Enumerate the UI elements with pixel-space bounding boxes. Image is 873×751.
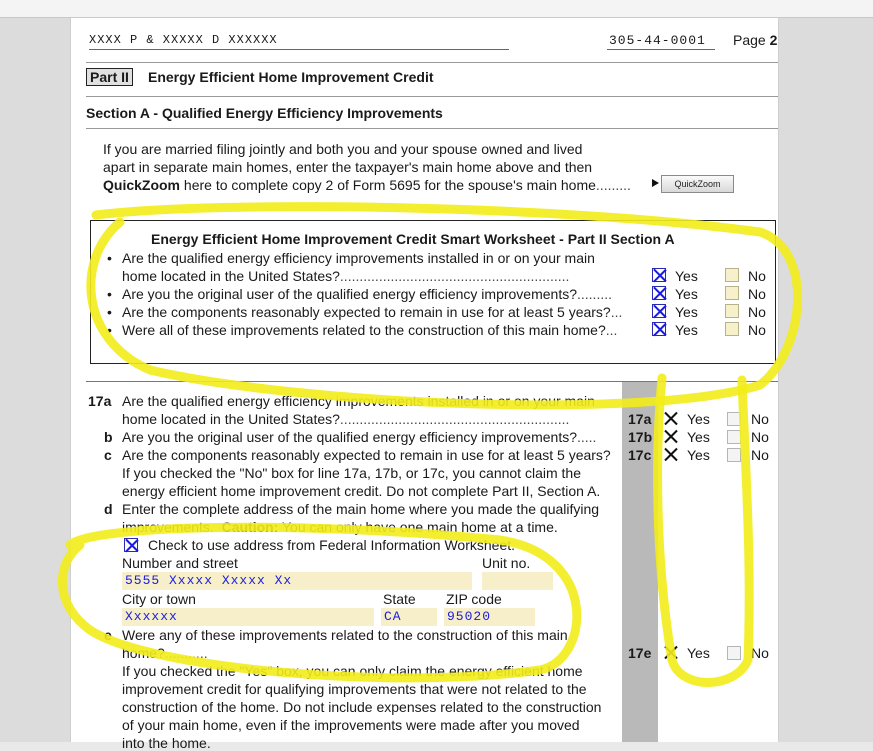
worksheet-q1-yes-checkbox[interactable] — [652, 268, 666, 282]
leader-dots: ......... — [595, 177, 631, 193]
line-17a-yes-checkbox[interactable] — [664, 412, 678, 426]
leader-dots: ... — [605, 322, 618, 338]
ssn-underline — [607, 49, 715, 50]
worksheet-q1-no-checkbox[interactable] — [725, 268, 739, 282]
state-value: CA — [384, 609, 402, 624]
use-address-label: Check to use address from Federal Information Worksheet. — [148, 537, 516, 553]
yes-label: Yes — [687, 411, 710, 427]
worksheet-q2-yes-checkbox[interactable] — [652, 286, 666, 300]
city-value: Xxxxxx — [125, 609, 178, 624]
no-label: No — [748, 322, 766, 338]
worksheet-q3-no-checkbox[interactable] — [725, 304, 739, 318]
note-17e-line2: improvement credit for qualifying improvements that were not related to the — [122, 681, 587, 697]
no-label: No — [751, 645, 769, 661]
street-field[interactable] — [122, 572, 472, 590]
note-17e-line5: into the home. — [122, 735, 211, 751]
form-page — [70, 18, 779, 751]
divider — [86, 62, 778, 63]
divider — [86, 381, 778, 382]
city-field[interactable] — [122, 608, 374, 626]
line-17b-ref: 17b — [628, 429, 653, 445]
worksheet-q4-yes-checkbox[interactable] — [652, 322, 666, 336]
line-17b-text: Are you the original user of the qualified energy efficiency improvements? — [122, 429, 577, 445]
page-label: Page — [733, 32, 766, 48]
line-17a-no-checkbox[interactable] — [727, 412, 741, 426]
yes-label: Yes — [675, 268, 698, 284]
bullet-icon: • — [107, 286, 112, 302]
quickzoom-keyword: QuickZoom — [103, 177, 181, 193]
use-address-checkbox[interactable] — [124, 538, 138, 552]
worksheet-q2 — [122, 286, 612, 302]
worksheet-q4-text: Were all of these improvements related to the construction of this main home? — [122, 322, 606, 338]
line-17a-text-line2 — [122, 411, 569, 427]
line-17b-number: b — [104, 429, 113, 445]
worksheet-q2-no-checkbox[interactable] — [725, 286, 739, 300]
unit-label: Unit no. — [482, 555, 531, 571]
line-17a-text-line1: Are the qualified energy efficiency improvements installed in or on your main — [122, 393, 595, 409]
line-17a-ref: 17a — [628, 411, 652, 427]
right-gutter — [779, 18, 873, 742]
quickzoom-button[interactable]: QuickZoom — [661, 175, 734, 193]
city-label: City or town — [122, 591, 196, 607]
page-indicator — [733, 32, 777, 48]
part-title: Energy Efficient Home Improvement Credit — [148, 69, 434, 85]
worksheet-q3-yes-checkbox[interactable] — [652, 304, 666, 318]
worksheet-q3 — [122, 304, 622, 320]
worksheet-q2-text: Are you the original user of the qualified energy efficiency improvements? — [122, 286, 577, 302]
leader-dots: ........................................................... — [339, 268, 570, 284]
no-label: No — [748, 268, 766, 284]
line-17e-text-line1: Were any of these improvements related to the construction of this main — [122, 627, 568, 643]
section-title: Section A - Qualified Energy Efficiency Improvements — [86, 105, 443, 121]
unit-field[interactable] — [482, 572, 553, 590]
page-number: 2 — [769, 32, 778, 48]
line-17e-number: e — [104, 627, 112, 643]
line-17c-ref: 17c — [628, 447, 652, 463]
worksheet-q1-text: home located in the United States? — [122, 268, 340, 284]
line-17b — [122, 429, 596, 445]
no-label: No — [751, 411, 769, 427]
line-17e-text: home? — [122, 645, 165, 661]
line-17e-no-checkbox[interactable] — [727, 646, 741, 660]
intro-text-line3 — [103, 177, 631, 193]
state-field[interactable] — [381, 608, 437, 626]
yes-label: Yes — [687, 429, 710, 445]
leader-dots: ........... — [164, 645, 208, 661]
name-underline — [89, 49, 509, 50]
no-label: No — [751, 429, 769, 445]
note-17e-line1: If you checked the "Yes" box, you can only claim the energy efficient home — [122, 663, 583, 679]
yes-label: Yes — [675, 304, 698, 320]
left-gutter — [0, 18, 70, 742]
worksheet-q4 — [122, 322, 617, 338]
zip-field[interactable] — [444, 608, 535, 626]
bullet-icon: • — [107, 322, 112, 338]
worksheet-q1-line2 — [122, 268, 569, 284]
zip-value: 95020 — [447, 609, 492, 624]
intro-text-rest: here to complete copy 2 of Form 5695 for the spouse's main home — [180, 177, 596, 193]
worksheet-q1-line1: Are the qualified energy efficiency improvements installed in or on your main — [122, 250, 595, 266]
note-17e-line4: of your main home, even if the improvements were made after you moved — [122, 717, 580, 733]
worksheet-q4-no-checkbox[interactable] — [725, 322, 739, 336]
leader-dots: ..... — [577, 429, 597, 445]
line-17e-ref: 17e — [628, 645, 652, 661]
leader-dots: ......... — [577, 286, 613, 302]
line-17c-no-checkbox[interactable] — [727, 448, 741, 462]
worksheet-title: Energy Efficient Home Improvement Credit Smart Worksheet - Part II Section A — [151, 231, 675, 247]
line-17d-number: d — [104, 501, 113, 517]
state-label: State — [383, 591, 416, 607]
divider — [86, 128, 778, 129]
line-17e-text-line2 — [122, 645, 208, 661]
street-label: Number and street — [122, 555, 238, 571]
note-17e-line3: construction of the home. Do not include expenses related to the construction — [122, 699, 602, 715]
leader-dots: ... — [610, 304, 623, 320]
leader-dots: ........................................................... — [339, 411, 570, 427]
note-17c-line1: If you checked the "No" box for line 17a, 17b, or 17c, you cannot claim the — [122, 465, 581, 481]
line-17c-number: c — [104, 447, 112, 463]
quickzoom-arrow-icon — [652, 179, 659, 187]
zip-label: ZIP code — [446, 591, 502, 607]
line-17e-yes-checkbox[interactable] — [664, 646, 678, 660]
line-17d-text-line2 — [122, 519, 558, 535]
line-17c-text: Are the components reasonably expected to remain in use for at least 5 years? — [122, 447, 611, 463]
no-label: No — [751, 447, 769, 463]
ssn: 305-44-0001 — [609, 33, 706, 48]
yes-label: Yes — [675, 322, 698, 338]
line-17c-yes-checkbox[interactable] — [664, 448, 678, 462]
yes-label: Yes — [687, 447, 710, 463]
bullet-icon: • — [107, 250, 112, 266]
line-17d-text: improvements. — [122, 519, 214, 535]
line-17d-text-line1: Enter the complete address of the main home where you made the qualifying — [122, 501, 600, 517]
caution-label: Caution: — [221, 519, 279, 535]
intro-text-line1: If you are married filing jointly and both you and your spouse owned and lived — [103, 141, 583, 157]
street-value: 5555 Xxxxx Xxxxx Xx — [125, 573, 293, 588]
caution-text: You can only have one main home at a time. — [278, 519, 558, 535]
window-top-bar — [0, 0, 873, 18]
smart-worksheet — [90, 220, 776, 364]
bullet-icon: • — [107, 304, 112, 320]
divider — [86, 96, 778, 97]
taxpayer-name: XXXX P & XXXXX D XXXXXX — [89, 33, 278, 47]
worksheet-q3-text: Are the components reasonably expected to remain in use for at least 5 years? — [122, 304, 611, 320]
yes-label: Yes — [687, 645, 710, 661]
no-label: No — [748, 286, 766, 302]
part-badge: Part II — [86, 68, 133, 86]
line-17b-no-checkbox[interactable] — [727, 430, 741, 444]
line-17a-number: 17a — [88, 393, 112, 409]
note-17c-line2: energy efficient home improvement credit. Do not complete Part II, Section A. — [122, 483, 601, 499]
line-17a-text: home located in the United States? — [122, 411, 340, 427]
no-label: No — [748, 304, 766, 320]
line-17b-yes-checkbox[interactable] — [664, 430, 678, 444]
intro-text-line2: apart in separate main homes, enter the taxpayer's main home above and then — [103, 159, 593, 175]
yes-label: Yes — [675, 286, 698, 302]
